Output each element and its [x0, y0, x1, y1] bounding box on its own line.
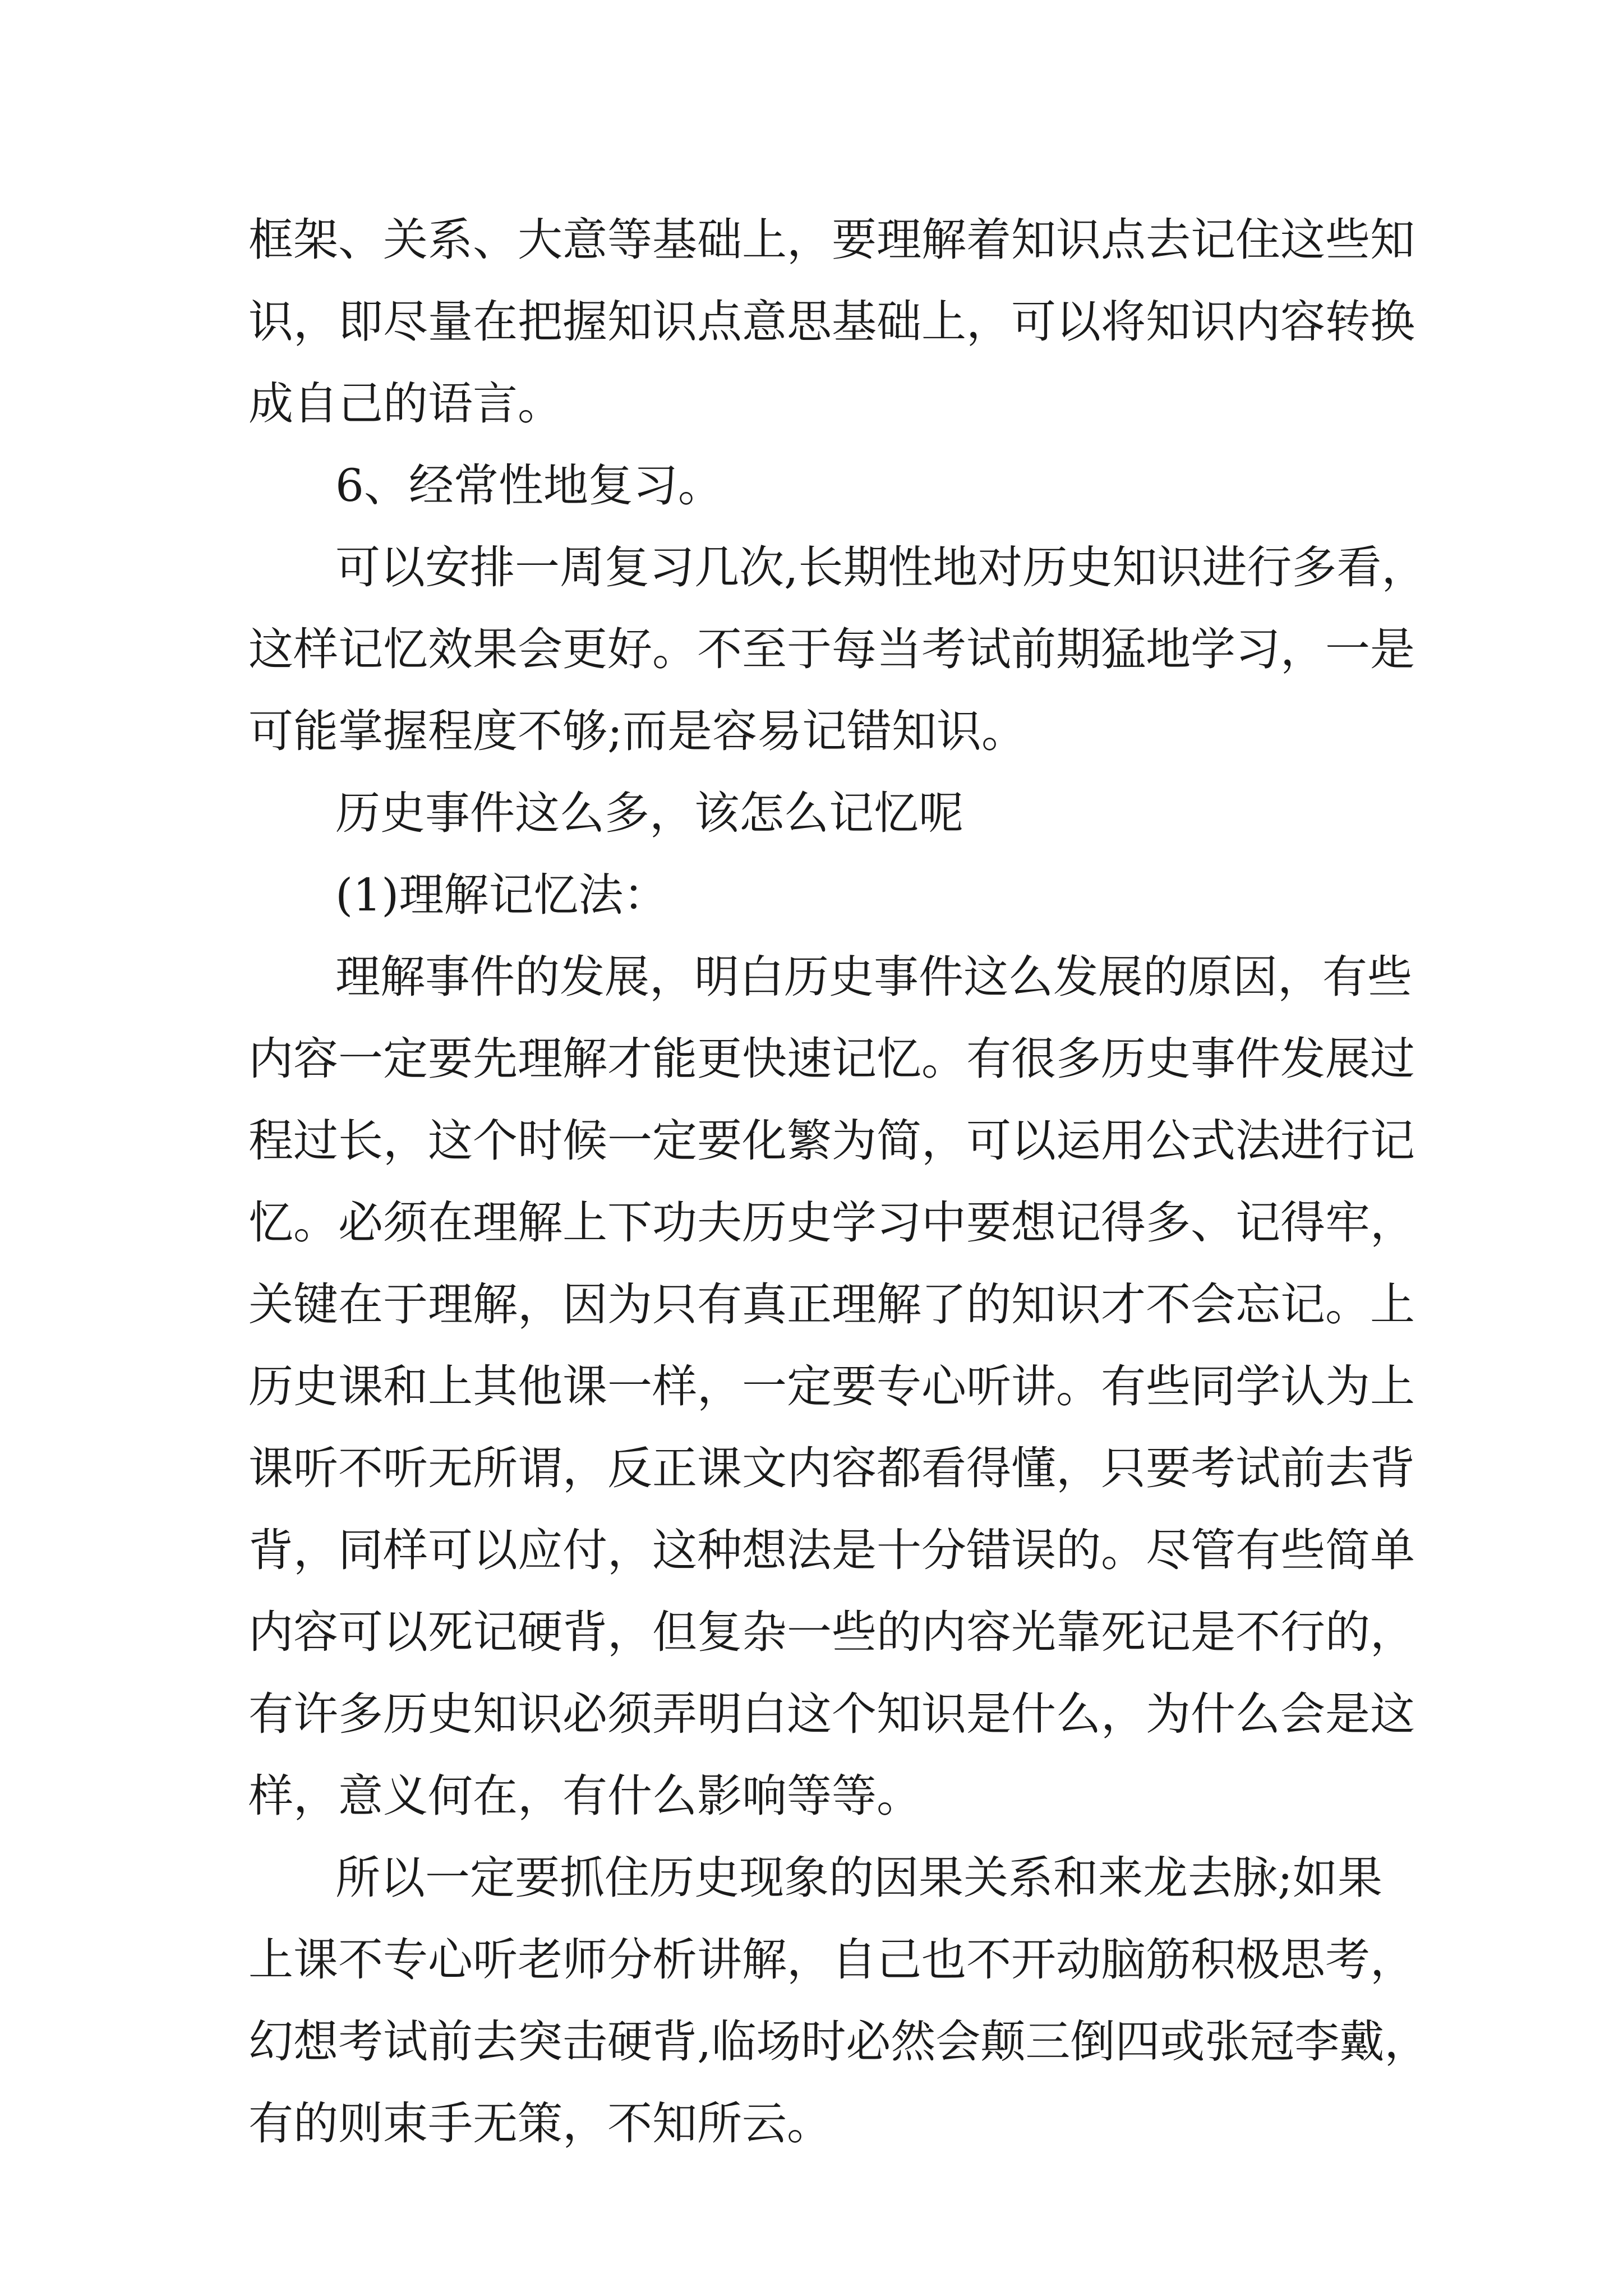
text-line: 理解事件的发展，明白历史事件这么发展的原因，有些	[335, 951, 1412, 1003]
section-heading: 6、经常性地复习。	[335, 459, 723, 512]
text-line: 框架、关系、大意等基础上，要理解着知识点去记住这些知	[248, 214, 1415, 266]
text-line: 有许多历史知识必须弄明白这个知识是什么，为什么会是这	[248, 1688, 1415, 1740]
text-line: 成自己的语言。	[248, 378, 562, 430]
text-line: 幻想考试前去突击硬背,临场时必然会颠三倒四或张冠李戴，	[248, 2016, 1430, 2068]
text-line: 识，即尽量在把握知识点意思基础上，可以将知识内容转换	[248, 296, 1415, 348]
text-line: 可能掌握程度不够;而是容易记错知识。	[248, 705, 1026, 757]
text-line: 上课不专心听老师分析讲解，自己也不开动脑筋积极思考，	[248, 1934, 1415, 1986]
text-line: 课听不听无所谓，反正课文内容都看得懂，只要考试前去背	[248, 1442, 1415, 1494]
text-line: 历史课和上其他课一样，一定要专心听讲。有些同学认为上	[248, 1360, 1415, 1412]
text-line: 样，意义何在，有什么影响等等。	[248, 1770, 921, 1822]
text-line: 内容可以死记硬背，但复杂一些的内容光靠死记是不行的，	[248, 1606, 1415, 1658]
section-heading: 历史事件这么多，该怎么记忆呢	[335, 787, 963, 839]
text-line: 忆。必须在理解上下功夫历史学习中要想记得多、记得牢，	[248, 1197, 1415, 1249]
text-line: 所以一定要抓住历史现象的因果关系和来龙去脉;如果	[335, 1852, 1382, 1904]
text-line: 有的则束手无策，不知所云。	[248, 2097, 832, 2150]
text-line: 可以安排一周复习几次,长期性地对历史知识进行多看，	[335, 541, 1427, 593]
text-line: 程过长，这个时候一定要化繁为简，可以运用公式法进行记	[248, 1115, 1415, 1167]
text-line: 背，同样可以应付，这种想法是十分错误的。尽管有些简单	[248, 1524, 1415, 1576]
section-heading: (1)理解记忆法：	[335, 869, 668, 921]
text-line: 内容一定要先理解才能更快速记忆。有很多历史事件发展过	[248, 1033, 1415, 1085]
text-line: 这样记忆效果会更好。不至于每当考试前期猛地学习，一是	[248, 623, 1415, 675]
text-line: 关键在于理解，因为只有真正理解了的知识才不会忘记。上	[248, 1278, 1415, 1331]
